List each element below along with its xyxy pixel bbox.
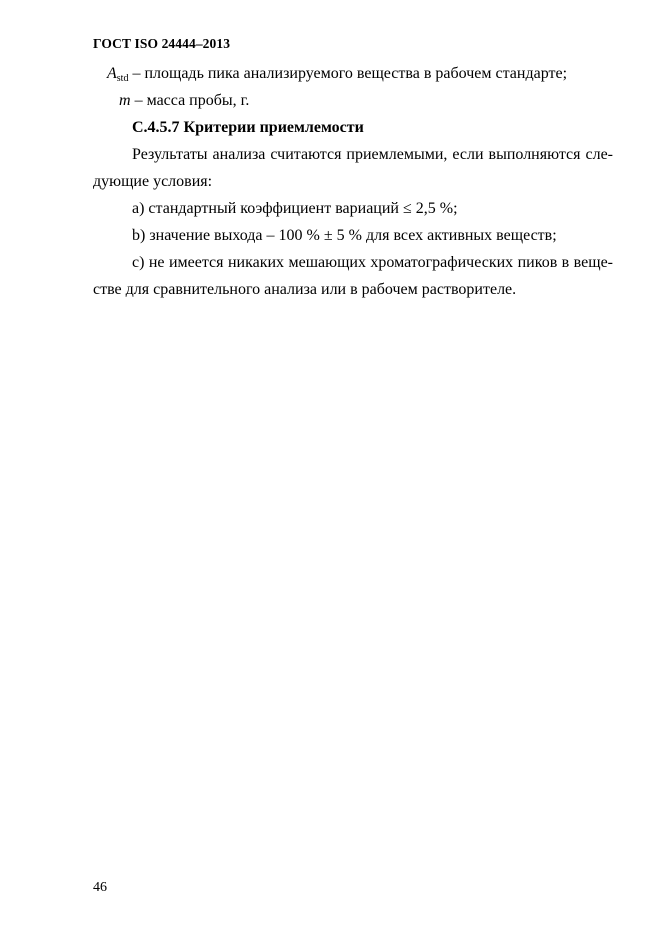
definition-m: [119, 91, 249, 111]
astd-symbol: A: [107, 65, 117, 82]
intro-paragraph-line-1: Результаты анализа считаются приемлемыми, если выполняются сле-: [132, 146, 613, 163]
document-header: ГОСТ ISO 24444–2013: [93, 36, 231, 51]
page-number: 46: [93, 880, 107, 895]
astd-subscript: std: [116, 73, 129, 84]
condition-item-a: а) стандартный коэффициент вариаций ≤ 2,5 %;: [132, 200, 458, 217]
condition-item-c-line-1: с) не имеется никаких мешающих хроматографических пиков в веще-: [132, 254, 613, 271]
definition-astd: [107, 64, 567, 89]
m-description: – масса пробы, г.: [130, 92, 250, 109]
astd-description: – площадь пика анализируемого вещества в рабочем стандарте;: [128, 65, 568, 82]
section-title: С.4.5.7 Критерии приемлемости: [132, 119, 364, 136]
condition-item-c-line-2: стве для сравнительного анализа или в рабочем растворителе.: [93, 281, 517, 298]
m-symbol: m: [119, 92, 131, 109]
condition-item-b: b) значение выхода – 100 % ± 5 % для всех активных веществ;: [132, 227, 557, 244]
intro-paragraph-line-2: дующие условия:: [93, 173, 213, 190]
